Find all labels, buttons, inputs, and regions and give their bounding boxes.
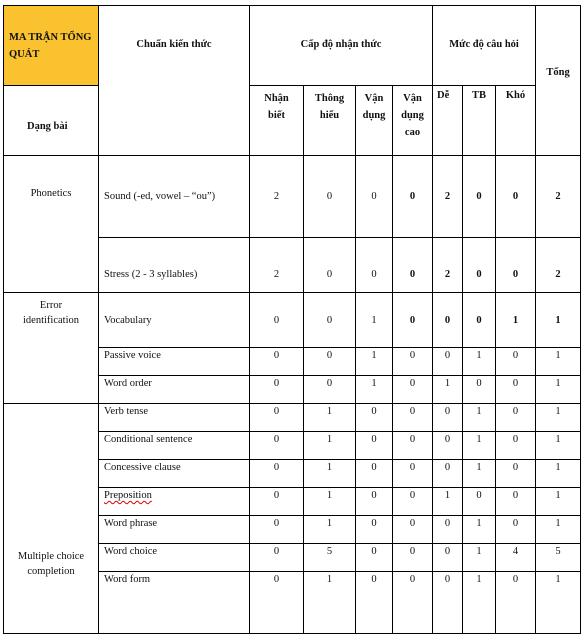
value-cell: 1 [356, 293, 393, 348]
col-de-label: Dễ [437, 90, 450, 101]
matrix-table [3, 5, 581, 634]
value-cell: 4 [496, 544, 536, 572]
topic-cell: Sound (-ed, vowel – “ou”) [99, 156, 250, 238]
value-cell: 0 [496, 488, 536, 516]
value-cell: 1 [433, 376, 463, 404]
topic-text: Preposition [104, 490, 152, 501]
value-cell: 0 [250, 348, 304, 376]
value-cell: 2 [433, 238, 463, 293]
col-van-dung-cao-line3: cao [404, 127, 421, 138]
table-row [4, 156, 581, 238]
value-cell: 0 [356, 516, 393, 544]
value-cell: 0 [250, 404, 304, 432]
title-text: MA TRẬN TỔNG QUÁT [9, 31, 92, 60]
topic-cell: Verb tense [99, 404, 250, 432]
total-cell: 1 [536, 404, 581, 432]
total-cell: 1 [536, 348, 581, 376]
value-cell: 0 [356, 488, 393, 516]
col-nhan-biet [250, 86, 304, 156]
value-cell: 1 [304, 432, 356, 460]
col-thong-hieu [304, 86, 356, 156]
section-mc-wrap [4, 549, 98, 579]
value-cell: 1 [433, 488, 463, 516]
col-thong-hieu-line1: Thông [314, 93, 345, 104]
value-cell: 2 [250, 156, 304, 238]
value-cell: 1 [356, 376, 393, 404]
topic-cell [99, 488, 250, 516]
value-cell: 1 [304, 460, 356, 488]
value-cell: 0 [463, 238, 496, 293]
table-title [4, 6, 99, 86]
value-cell: 0 [496, 238, 536, 293]
value-cell: 0 [496, 460, 536, 488]
value-cell: 0 [496, 516, 536, 544]
value-cell: 0 [393, 238, 433, 293]
value-cell: 1 [463, 348, 496, 376]
value-cell: 2 [250, 238, 304, 293]
value-cell: 0 [393, 376, 433, 404]
value-cell: 0 [433, 572, 463, 634]
value-cell: 0 [393, 404, 433, 432]
col-tb-label: TB [472, 90, 487, 101]
value-cell: 0 [250, 572, 304, 634]
value-cell: 0 [393, 348, 433, 376]
value-cell: 0 [463, 376, 496, 404]
section-error-identification [4, 293, 99, 404]
value-cell: 0 [433, 516, 463, 544]
value-cell: 0 [356, 460, 393, 488]
value-cell: 0 [393, 516, 433, 544]
total-cell: 1 [536, 488, 581, 516]
col-kho [496, 86, 536, 156]
section-error-line2: identification [23, 315, 79, 326]
total-header [536, 6, 581, 156]
total-cell: 1 [536, 432, 581, 460]
topic-cell: Word phrase [99, 516, 250, 544]
topic-cell: Conditional sentence [99, 432, 250, 460]
value-cell: 0 [496, 156, 536, 238]
topic-cell: Concessive clause [99, 460, 250, 488]
value-cell: 0 [393, 572, 433, 634]
total-cell: 1 [536, 293, 581, 348]
value-cell: 0 [356, 156, 393, 238]
value-cell: 1 [356, 348, 393, 376]
col-de [433, 86, 463, 156]
topic-cell: Word order [99, 376, 250, 404]
value-cell: 1 [463, 432, 496, 460]
value-cell: 0 [496, 572, 536, 634]
value-cell: 0 [356, 404, 393, 432]
value-cell: 1 [496, 293, 536, 348]
value-cell: 1 [304, 488, 356, 516]
col-van-dung [356, 86, 393, 156]
value-cell: 0 [356, 572, 393, 634]
value-cell: 0 [393, 293, 433, 348]
value-cell: 0 [433, 348, 463, 376]
col-van-dung-line2: dụng [362, 110, 386, 121]
value-cell: 0 [433, 544, 463, 572]
value-cell: 0 [250, 293, 304, 348]
value-cell: 1 [304, 404, 356, 432]
section-mc-line1: Multiple choice [17, 550, 85, 562]
total-cell: 2 [536, 156, 581, 238]
value-cell: 1 [463, 516, 496, 544]
value-cell: 0 [250, 488, 304, 516]
value-cell: 0 [463, 156, 496, 238]
section-mc-line2: completion [27, 565, 75, 577]
col-kho-label: Khó [505, 90, 526, 101]
total-cell: 2 [536, 238, 581, 293]
value-cell: 1 [463, 460, 496, 488]
section-multiple-choice [4, 404, 99, 634]
col-nhan-biet-line1: Nhận [264, 93, 289, 104]
value-cell: 0 [393, 488, 433, 516]
col-tb [463, 86, 496, 156]
value-cell: 0 [304, 156, 356, 238]
total-cell: 1 [536, 460, 581, 488]
col-thong-hieu-line2: hiểu [319, 110, 340, 121]
col-van-dung-line1: Vận [364, 93, 384, 104]
section-error-line1: Error [39, 300, 63, 311]
value-cell: 1 [463, 544, 496, 572]
topic-cell: Passive voice [99, 348, 250, 376]
value-cell: 0 [463, 293, 496, 348]
difficulty-label: Mức độ câu hỏi [449, 39, 519, 50]
col-van-dung-cao-line2: dụng [401, 110, 424, 121]
topic-cell: Word form [99, 572, 250, 634]
value-cell: 0 [356, 544, 393, 572]
value-cell: 0 [393, 156, 433, 238]
value-cell: 0 [433, 432, 463, 460]
value-cell: 1 [304, 516, 356, 544]
total-cell: 1 [536, 376, 581, 404]
value-cell: 0 [250, 460, 304, 488]
value-cell: 0 [433, 460, 463, 488]
value-cell: 0 [393, 432, 433, 460]
value-cell: 5 [304, 544, 356, 572]
value-cell: 0 [496, 376, 536, 404]
value-cell: 0 [433, 293, 463, 348]
table-row [4, 293, 581, 348]
topic-cell: Stress (2 - 3 syllables) [99, 238, 250, 293]
type-header [4, 86, 99, 156]
value-cell: 0 [250, 516, 304, 544]
value-cell: 1 [463, 404, 496, 432]
total-cell: 1 [536, 516, 581, 544]
value-cell: 0 [463, 488, 496, 516]
value-cell: 2 [433, 156, 463, 238]
difficulty-header [433, 6, 536, 86]
value-cell: 0 [393, 460, 433, 488]
value-cell: 0 [393, 544, 433, 572]
value-cell: 0 [250, 432, 304, 460]
value-cell: 0 [433, 404, 463, 432]
knowledge-header [99, 6, 250, 156]
value-cell: 0 [496, 404, 536, 432]
cognitive-header [250, 6, 433, 86]
value-cell: 0 [304, 348, 356, 376]
value-cell: 1 [304, 572, 356, 634]
value-cell: 0 [250, 376, 304, 404]
table-row [4, 404, 581, 432]
value-cell: 0 [356, 432, 393, 460]
section-phonetics-label: Phonetics [30, 188, 72, 199]
section-phonetics [4, 156, 99, 293]
value-cell: 0 [304, 376, 356, 404]
value-cell: 0 [496, 432, 536, 460]
value-cell: 0 [304, 293, 356, 348]
total-cell: 1 [536, 572, 581, 634]
type-label: Dạng bài [27, 121, 68, 132]
total-label: Tổng [546, 66, 570, 78]
topic-cell: Vocabulary [99, 293, 250, 348]
value-cell: 0 [496, 348, 536, 376]
value-cell: 0 [304, 238, 356, 293]
value-cell: 0 [250, 544, 304, 572]
value-cell: 0 [356, 238, 393, 293]
col-van-dung-cao [393, 86, 433, 156]
topic-cell: Word choice [99, 544, 250, 572]
col-van-dung-cao-line1: Vận [403, 93, 422, 104]
total-cell: 5 [536, 544, 581, 572]
cognitive-label: Cấp độ nhận thức [300, 39, 382, 50]
knowledge-label: Chuẩn kiến thức [136, 39, 212, 50]
col-nhan-biet-line2: biết [268, 110, 285, 121]
value-cell: 1 [463, 572, 496, 634]
